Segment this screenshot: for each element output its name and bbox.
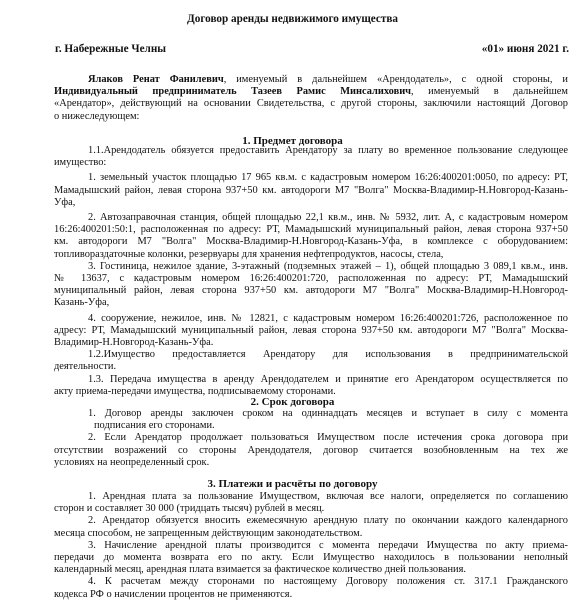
text-line: 2. Автозаправочная станция, общей площадью 22,1 кв.м., инв. № 5932, лит. А, с кадастровым номером	[88, 212, 568, 224]
text-line: 2. Арендатор обязуется вносить ежемесячную арендную плату по окончании каждого календарного	[88, 515, 568, 527]
intro-text: , именуемый в дальнейшем	[411, 86, 568, 98]
lessor-name: Ялаков Ренат Фанилевич	[88, 74, 224, 85]
intro-line: «Арендатор», действующий на основании Свидетельства, с другой стороны, заключили настоящий Договор	[54, 98, 568, 110]
text-line: 4. сооружение, нежилое, инв. № 12821, с кадастровым номером 16:26:400201:726, расположенное по	[88, 312, 568, 324]
text-line: муниципальный район, левая сторона 937+50 км. автодороги М7 "Волга" Москва-Владимир-Н.Новгород-	[54, 285, 568, 297]
text-line: 4. К расчетам между сторонами по настоящему Договору положения ст. 317.1 Гражданского	[88, 576, 568, 588]
section-heading: 1. Предмет договора	[242, 135, 343, 147]
text-line: 1. Арендная плата за пользование Имуществом, включая все налоги, определяется по соглашению	[88, 491, 568, 502]
section-heading: 2. Срок договора	[250, 396, 335, 408]
text-line: деятельности.	[54, 361, 117, 373]
document-date: «01» июня 2021 г.	[481, 43, 569, 55]
text-line: отсутствии возражений со стороны Арендодателя, договор считается возобновленным на тех же	[54, 444, 568, 456]
text-line: 2. Если Арендатор продолжает пользоваться Имуществом после истечения срока договора при	[88, 432, 568, 444]
text-line: 1. Договор аренды заключен сроком на одиннадцать месяцев и вступает в силу с момента	[88, 408, 568, 419]
intro-paragraph	[54, 74, 568, 123]
text-line: сторон и составляет 30 000 (тридцать тысяч) рублей в месяц.	[54, 503, 325, 515]
text-line: Казань-Уфа,	[54, 297, 110, 309]
section-1-body	[54, 145, 568, 398]
text-line: передачи до момента возврата его по акту. Если Имущество находилось в пользовании неполный	[54, 552, 568, 564]
text-line: кодекса РФ о начислении процентов не применяются.	[54, 588, 293, 600]
section-2-body	[54, 408, 568, 469]
text-line: 1.1.Арендодатель обязуется предоставить Арендатору за плату во временное пользование следующее	[88, 145, 568, 156]
intro-line: о нижеследующем:	[54, 110, 140, 122]
intro-line	[54, 74, 568, 86]
text-line: 1. земельный участок площадью 17 965 кв.м. с кадастровым номером 16:26:400201:0050, по адресу: РТ,	[88, 172, 568, 184]
text-line: календарный месяц, арендная плата взимается за фактическое количество дней пользования.	[54, 564, 466, 576]
intro-text: , именуемый в дальнейшем «Арендодатель», с одной стороны, и	[223, 74, 568, 85]
text-line: км. автодороги М7 "Волга" Москва-Владимир-Н.Новгород-Казань-Уфа, в комплексе с оборудованием:	[54, 236, 568, 248]
lessee-name: Индивидуальный предприниматель Тазеев Рамис Минсалихович	[54, 86, 412, 98]
text-line: подписания его сторонами.	[94, 420, 215, 432]
document-city: г. Набережные Челны	[55, 43, 166, 55]
text-line: № 13637, с кадастровым номером 16:26:400201:720, расположенная по адресу: РТ, Мамадышский	[54, 273, 568, 285]
text-line: Уфа,	[54, 196, 76, 208]
text-line: 16:26:400201:50:1, расположенная по адресу: РТ, Мамадышский муниципальный район, левая сторона 937+50	[54, 224, 568, 236]
text-line: акту приема-передачи имущества, подписываемому сторонами.	[54, 385, 336, 397]
text-line: 1.2.Имущество предоставляется Арендатору для использования в предпринимательской	[88, 349, 568, 361]
text-line: Владимир-Н.Новгород-Казань-Уфа.	[54, 337, 214, 349]
text-line: адресу: РТ, Мамадышский муниципальный район, левая сторона 937+50 км. автодороги М7 "Волга" Москва-	[54, 324, 568, 336]
text-line: условиях на неопределенный срок.	[54, 456, 210, 468]
section-heading: 3. Платежи и расчёты по договору	[207, 478, 378, 490]
text-line: месяца способом, не запрещенным действующим законодательством.	[54, 527, 363, 539]
intro-line	[54, 86, 568, 98]
text-line: 3. Гостиница, нежилое здание, 3-этажный (подземных этажей – 1), общей площадью 3 089,1 кв.м., инв.	[88, 260, 568, 272]
text-line: имущество:	[54, 157, 107, 169]
text-line: 3. Начисление арендной платы производится с момента передачи Имущества по акту приема-	[88, 539, 568, 551]
text-line: топливораздаточные колонки, резервуары для хранения нефтепродуктов, насосы, стела,	[54, 248, 444, 260]
document-title: Договор аренды недвижимого имущества	[187, 13, 398, 25]
section-3-body	[54, 491, 568, 601]
text-line: 1.3. Передача имущества в аренду Арендодателем и принятие его Арендатором осуществляется по	[88, 373, 568, 385]
text-line: Мамадышский район, левая сторона 937+50 км. автодороги М7 "Волга" Москва-Владимир-Н.Новгород-Казань-	[54, 184, 568, 196]
